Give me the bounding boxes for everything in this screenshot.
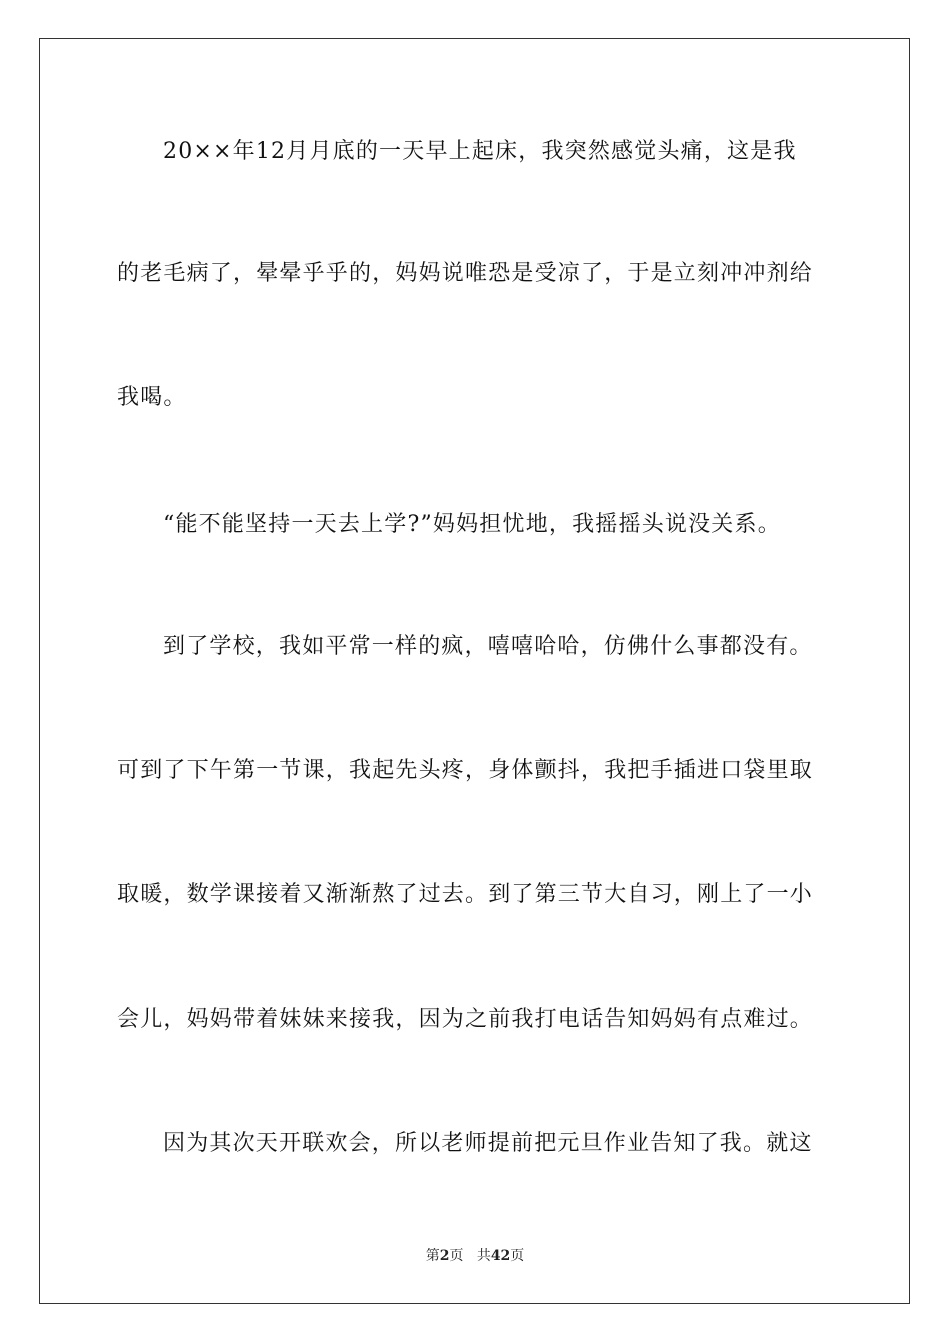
- total-pages-number: 42: [490, 1248, 511, 1264]
- current-page-number: 2: [439, 1248, 450, 1264]
- paragraph-line-2: 的老毛病了，晕晕乎乎的，妈妈说唯恐是受凉了，于是立刻冲冲剂给: [117, 261, 814, 286]
- page-border: [39, 38, 910, 1304]
- footer-total-prefix: 共: [476, 1248, 491, 1264]
- paragraph-line-3: 我喝。: [117, 385, 187, 410]
- paragraph-line-5: 到了学校，我如平常一样的疯，嘻嘻哈哈，仿佛什么事都没有。: [163, 634, 813, 659]
- paragraph-line-4: “能不能坚持一天去上学?”妈妈担忧地，我摇摇头说没关系。: [163, 512, 781, 537]
- footer-page-word: 页: [449, 1248, 464, 1264]
- paragraph-line-6: 可到了下午第一节课，我起先头疼，身体颤抖，我把手插进口袋里取: [117, 758, 814, 783]
- paragraph-line-1: 20××年12月月底的一天早上起床，我突然感觉头痛，这是我: [163, 139, 797, 164]
- footer-total-suffix: 页: [510, 1248, 525, 1264]
- footer-prefix: 第: [425, 1248, 440, 1264]
- paragraph-line-7: 取暖，数学课接着又渐渐熬了过去。到了第三节大自习，刚上了一小: [117, 882, 814, 907]
- paragraph-line-8: 会儿，妈妈带着妹妹来接我，因为之前我打电话告知妈妈有点难过。: [117, 1007, 814, 1032]
- paragraph-line-9: 因为其次天开联欢会，所以老师提前把元旦作业告知了我。就这: [163, 1131, 813, 1156]
- page-footer: [0, 1247, 950, 1265]
